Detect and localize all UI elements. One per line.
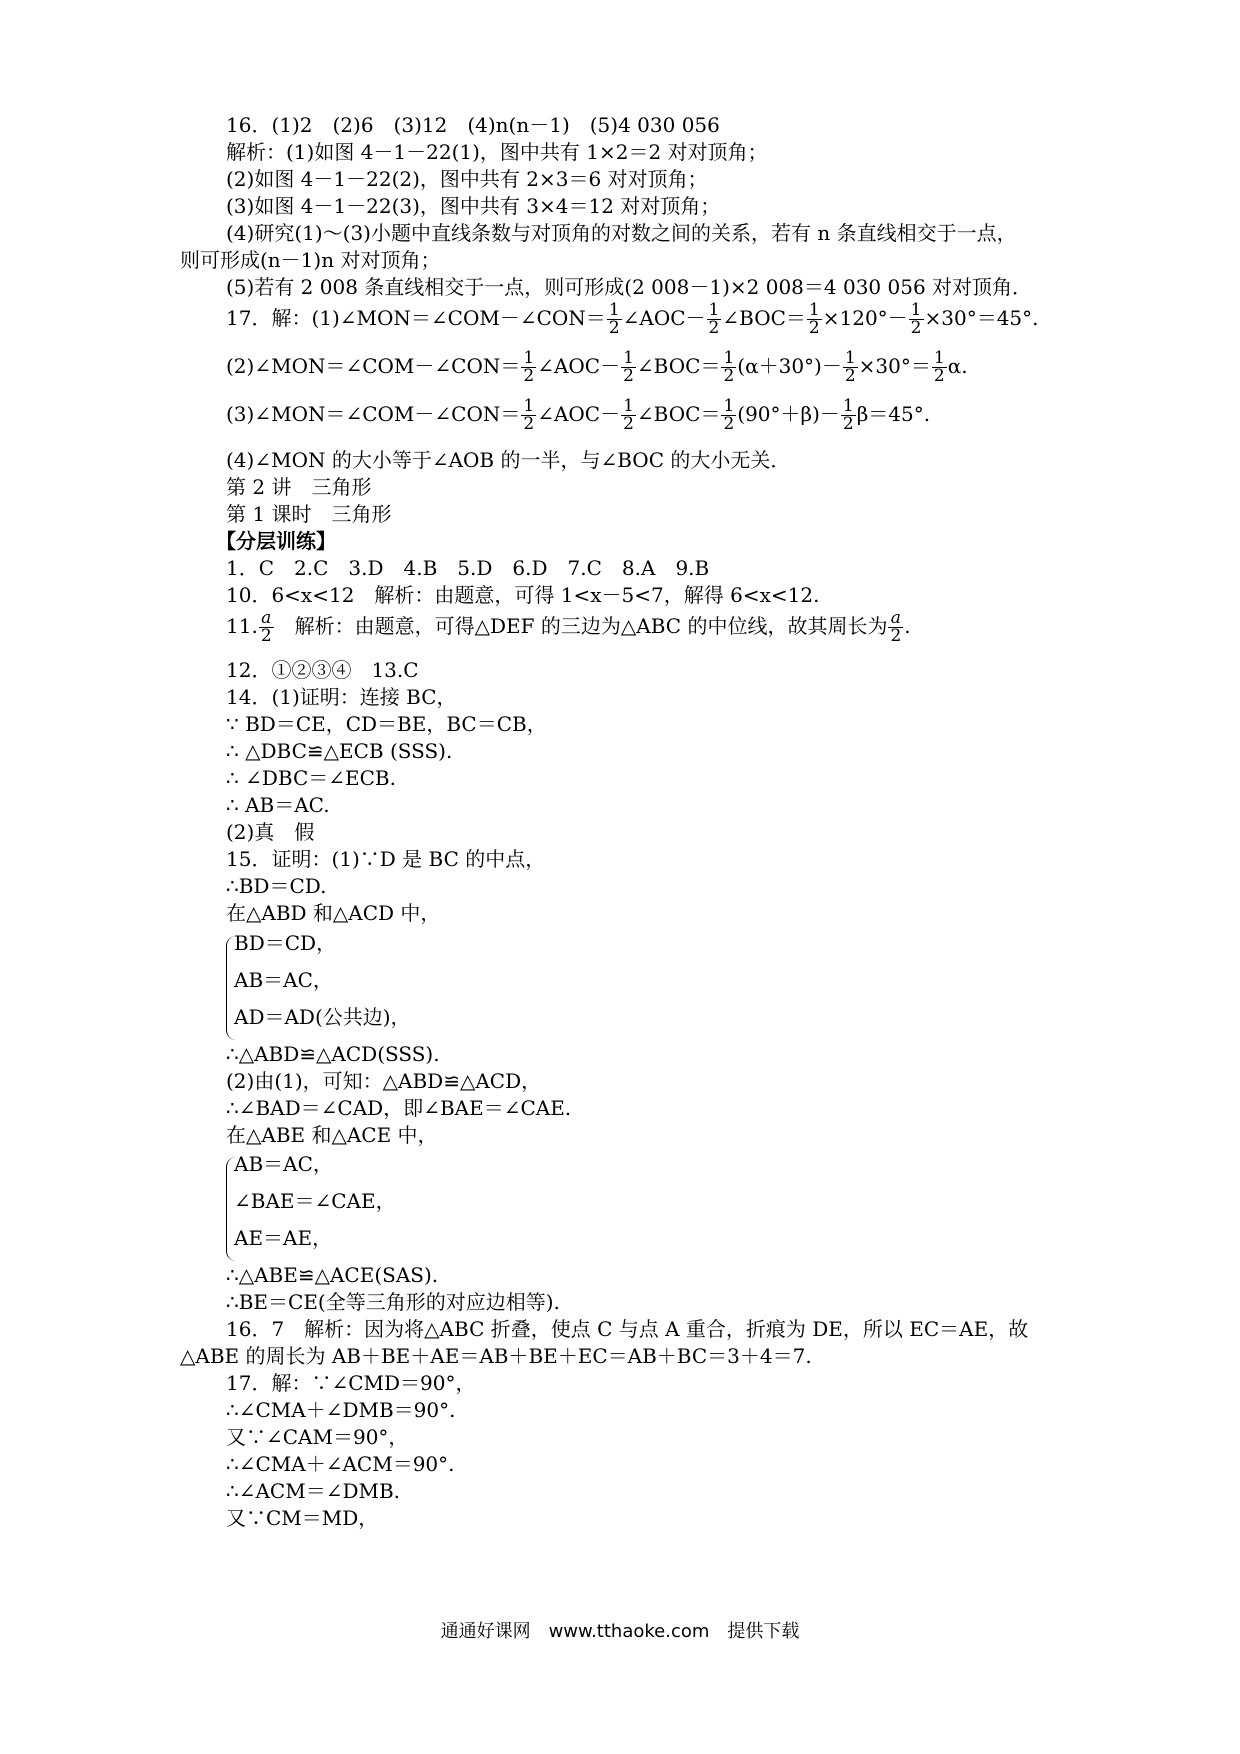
fraction: $\frac{1}{2}$: [844, 348, 856, 386]
system-line: AE＝AE，: [234, 1226, 333, 1250]
text-line: 17．解：∵∠CMD＝90°，: [226, 1371, 476, 1395]
text-line: 又∵∠CAM＝90°，: [226, 1425, 409, 1449]
text-line: (2)真 假: [226, 820, 315, 844]
text-line: 14．(1)证明：连接 BC，: [226, 685, 457, 709]
system-line: AB＝AC，: [234, 968, 333, 992]
text-line: ∴∠BAD＝∠CAD，即∠BAE＝∠CAE.: [226, 1096, 572, 1120]
text-line: 又∵CM＝MD，: [226, 1506, 379, 1530]
text-line: 解析：(1)如图 4－1－22(1)，图中共有 1×2＝2 对对顶角；: [226, 140, 768, 164]
section-heading: 【分层训练】: [216, 529, 336, 553]
text-line: 在△ABD 和△ACD 中，: [226, 901, 441, 925]
formula-line: 11. $\frac{a}{2}$ 解析：由题意，可得△DEF 的三边为△ABC 的中位线，故其周长为 $\frac{a}{2}$ .: [226, 608, 911, 646]
system-line: AD＝AD(公共边)，: [234, 1005, 411, 1029]
system-line: BD＝CD，: [234, 931, 337, 955]
text-line: (5)若有 2 008 条直线相交于一点，则可形成(2 008－1)×2 008＝4 030 056 对对顶角．: [226, 275, 1033, 299]
fraction: $\frac{1}{2}$: [623, 348, 634, 386]
fraction: $\frac{1}{2}$: [842, 396, 854, 434]
fraction: $\frac{1}{2}$: [910, 300, 922, 338]
fraction: $\frac{1}{2}$: [933, 348, 945, 386]
fraction: $\frac{a}{2}$: [890, 608, 902, 646]
section-heading: 第 2 讲 三角形: [226, 475, 372, 499]
formula-line: 17．解：(1)∠MON＝∠COM－∠CON＝ $\frac{1}{2}$ ∠AOC－ $\frac{1}{2}$ ∠BOC＝ $\frac{1}{2}$ ×120°－ $\frac{1}{2}$ ×30°＝45°.: [226, 300, 1039, 338]
text-line: ∴∠ACM＝∠DMB.: [226, 1479, 401, 1503]
fraction: $\frac{1}{2}$: [808, 300, 820, 338]
fraction: $\frac{1}{2}$: [608, 300, 620, 338]
text-line: △ABE 的周长为 AB＋BE＋AE＝AB＋BE＋EC＝AB＋BC＝3＋4＝7.: [180, 1344, 812, 1368]
text-line: ∴ ∠DBC＝∠ECB.: [226, 766, 396, 790]
fraction: $\frac{1}{2}$: [723, 348, 735, 386]
text-line: (2)由(1)，可知：△ABD≌△ACD，: [226, 1069, 542, 1093]
text-line: ∴BE＝CE(全等三角形的对应边相等).: [226, 1290, 560, 1314]
text-line: ∴ AB＝AC.: [226, 793, 330, 817]
text-line: (4)∠MON 的大小等于∠AOB 的一半，与∠BOC 的大小无关．: [226, 448, 791, 472]
fraction: $\frac{1}{2}$: [523, 396, 535, 434]
fraction: $\frac{1}{2}$: [723, 396, 735, 434]
text-line: ∴BD＝CD.: [226, 874, 327, 898]
fraction: $\frac{a}{2}$: [260, 608, 272, 646]
text-line: ∴△ABE≌△ACE(SAS).: [226, 1263, 439, 1287]
text-line: ∵ BD＝CE，CD＝BE，BC＝CB，: [226, 712, 547, 736]
formula-line: (2)∠MON＝∠COM－∠CON＝ $\frac{1}{2}$ ∠AOC－ $\frac{1}{2}$ ∠BOC＝ $\frac{1}{2}$ (α＋30°)－ $\frac{1}{2}$ ×30°＝ $\frac{1}{2}$ α.: [226, 348, 968, 386]
text-line: ∴△ABD≌△ACD(SSS).: [226, 1042, 440, 1066]
fraction: $\frac{1}{2}$: [523, 348, 535, 386]
text-line: 16．7 解析：因为将△ABC 折叠，使点 C 与点 A 重合，折痕为 DE，所以 EC＝AE，故: [226, 1317, 1029, 1341]
text-line: (4)研究(1)～(3)小题中直线条数与对顶角的对数之间的关系，若有 n 条直线相交于一点，: [226, 221, 1017, 245]
system-line: ∠BAE＝∠CAE，: [234, 1189, 396, 1213]
text-line: 1．C 2.C 3.D 4.B 5.D 6.D 7.C 8.A 9.B: [226, 556, 710, 580]
text-line: (3)如图 4－1－22(3)，图中共有 3×4＝12 对对顶角；: [226, 194, 721, 218]
text-line: (2)如图 4－1－22(2)，图中共有 2×3＝6 对对顶角；: [226, 167, 708, 191]
answer-16-header: 16．(1)2 (2)6 (3)12 (4)n(n－1) (5)4 030 056: [226, 113, 720, 137]
fraction: $\frac{1}{2}$: [623, 396, 634, 434]
section-heading: 第 1 课时 三角形: [226, 502, 392, 526]
formula-line: (3)∠MON＝∠COM－∠CON＝ $\frac{1}{2}$ ∠AOC－ $\frac{1}{2}$ ∠BOC＝ $\frac{1}{2}$ (90°＋β)－ $\frac{1}{2}$ β＝45°.: [226, 396, 931, 434]
text-line: 则可形成(n－1)n 对对顶角；: [180, 248, 441, 272]
text-line: ∴ △DBC≌△ECB (SSS).: [226, 739, 453, 763]
system-line: AB＝AC，: [234, 1152, 333, 1176]
text-line: 12．①②③④ 13.C: [226, 658, 419, 682]
fraction: $\frac{1}{2}$: [708, 300, 720, 338]
text-line: ∴∠CMA＋∠DMB＝90°.: [226, 1398, 456, 1422]
text-line: ∴∠CMA＋∠ACM＝90°.: [226, 1452, 455, 1476]
text-line: 在△ABE 和△ACE 中，: [226, 1123, 438, 1147]
text-line: 10．6<x<12 解析：由题意，可得 1<x－5<7，解得 6<x<12.: [226, 583, 820, 607]
page-footer: 通通好课网 www.tthaoke.com 提供下载: [440, 1621, 800, 1642]
text-line: 15．证明：(1)∵D 是 BC 的中点，: [226, 847, 546, 871]
